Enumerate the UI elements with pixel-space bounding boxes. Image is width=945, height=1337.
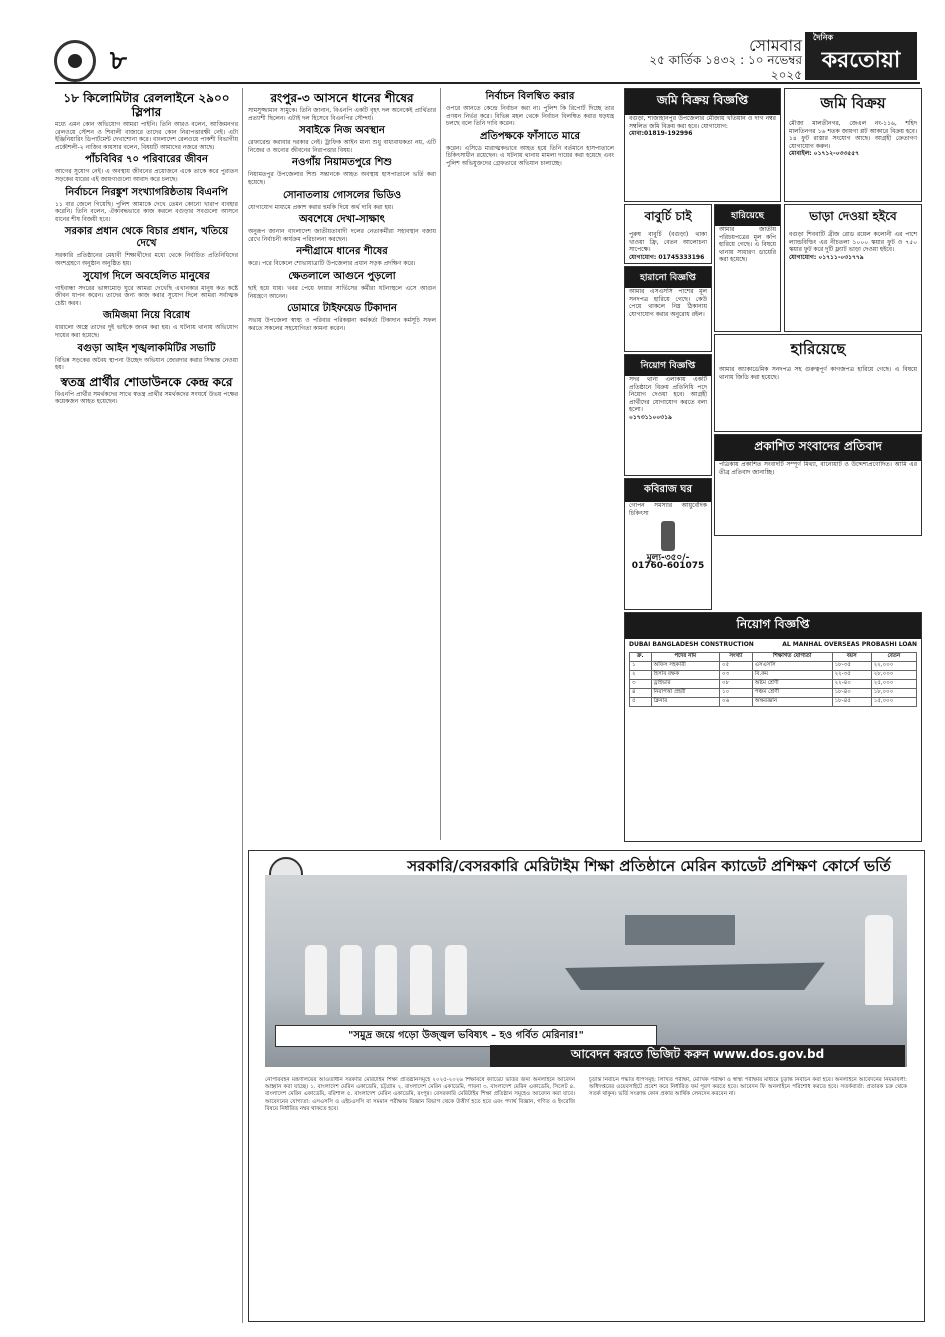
table-cell: ১৫,০০০ <box>871 698 916 707</box>
ad-body: পত্রিকায় প্রকাশিত সংবাদটি সম্পূর্ণ মিথ্যা, বানোয়াট ও উদ্দেশ্যপ্রণোদিত। আমি এর তীব্র প্রতিবাদ জানাচ্ছি। <box>719 461 917 476</box>
header-rule <box>55 82 920 84</box>
ad-phone: যোগাযোগ: ০১৭১১-০৩১৭৭৯ <box>789 253 864 261</box>
article-text: ছাই হয়ে যায়। খবর পেয়ে ফায়ার সার্ভিসের কর্মীরা ঘটনাস্থলে এসে আগুন নিয়ন্ত্রণে আনেন। <box>248 284 436 300</box>
headline: নির্বাচন বিলম্বিত করার <box>485 91 575 102</box>
ad-body: বগুড়া, শাজাহানপুর উপজেলার মৌজায় খতিয়ান ও দাগ নম্বর সম্বলিত জমি বিক্রয় করা হবে। যোগাযোগ: <box>629 115 776 130</box>
table-header: পদের নাম <box>651 653 720 662</box>
ship-icon <box>625 915 735 945</box>
table-cell: নিরাপত্তা প্রহরী <box>651 689 720 698</box>
headline: নির্বাচনে নিরঙ্কুশ সংখ্যাগরিষ্ঠতায় বিএনপি <box>65 186 228 198</box>
headline: সবাইকে নিজ অবস্থান <box>299 125 385 137</box>
headline: নওগাঁয় নিয়ামতপুরে শিশু <box>291 157 392 169</box>
lost-ad-2 <box>714 334 922 432</box>
day-label: সোমবার <box>749 36 802 55</box>
headline: পাঁচবিবির ৭০ পরিবারের জীবন <box>85 154 208 166</box>
ad-body: মৌজা মালতীনগর, জেএল নং-১১৬, শহিদ মালতিনগর ১৬ শতক জায়গা প্লট আকারে বিক্রয় হবে। ১৪ ফুট রাস্তার সংযোগ আছে। আগ্রহী ক্রেতাগণ যোগাযোগ করুন। <box>789 120 917 150</box>
cadet-figure <box>340 945 362 1015</box>
headline: ডোমারে টাইফয়েড টিকাদান <box>287 303 397 315</box>
cook-wanted-ad <box>624 204 712 264</box>
headline: নন্দীগ্রামে ধানের শীষের <box>296 246 388 258</box>
table-cell: ১ <box>630 662 652 671</box>
cadet-figure <box>865 915 893 1005</box>
article-text: সরকারি প্রতিষ্ঠানের মেধাবী শিক্ষার্থীদের মধ্যে থেকে নির্বাচিত প্রতিনিধিদের অংশগ্রহণে অনুষ্ঠান অনুষ্ঠিত হয়। <box>55 252 238 267</box>
ad-phone: 01760-601075 <box>631 560 705 571</box>
ad-title: নিয়োগ বিজ্ঞপ্তি <box>625 613 921 639</box>
headline: জমিজমা নিয়ে বিরোধ <box>103 310 190 322</box>
table-header: ক্র. <box>630 653 652 662</box>
job-ad-2 <box>624 612 922 842</box>
paper-logo <box>805 32 917 80</box>
apply-banner: আবেদন করতে ভিজিট করুন www.dos.gov.bd <box>490 1045 905 1067</box>
table-cell: ২৫,০০০ <box>871 680 916 689</box>
table-header: সংখ্যা <box>720 653 753 662</box>
table-cell: বি.কম <box>752 671 832 680</box>
ad-body: পুরুষ বাবুর্চি (বগুড়া) থাকা খাওয়া ফ্রি, বেতন আলোচনা সাপেক্ষে। <box>629 231 707 254</box>
ad-slogan: "সমুদ্র জয়ে গড়ো উজ্জ্বল ভবিষ্যৎ – হও গর্বিত মেরিনার!" <box>275 1025 657 1047</box>
ad-title: প্রকাশিত সংবাদের প্রতিবাদ <box>715 435 921 461</box>
table-row <box>630 671 917 680</box>
ad-title: বাবুর্চি চাই <box>644 209 692 223</box>
article-text: করে। পরে বিকেলে শোভাযাত্রাটি উপজেলার প্রধান সড়ক প্রদক্ষিণ করে। <box>248 260 416 268</box>
article-text: বিএনপি প্রার্থীর সমর্থকদের সাথে স্বতন্ত্র প্রার্থীর সমর্থকদের সংঘর্ষে উভয় পক্ষের কয়েকজন আহত হয়েছেন। <box>55 390 238 406</box>
ad-title: কবিরাজ ঘর <box>625 479 711 502</box>
admission-details-right: চূড়ান্ত নির্বাচন পদ্ধতি ধাপসমূহ: লিখিত পরীক্ষা, মৌখিক পরীক্ষা ও স্বাস্থ্য পরীক্ষার মাধ্যমে চূড়ান্ত নির্বাচন করা হবে। অনলাইনে আবেদনের নিয়মাবলী: অধিদপ্তরের ওয়েবসাইটে প্রবেশ করে নির্ধারিত ফর্ম পূরণ করতে হবে। আবেদন ফি অনলাইনে পরিশোধ করতে হবে। সতর্কবার্তা: প্রতারক চক্র থেকে সতর্ক থাকুন। ভর্তি সংক্রান্ত কোন প্রকার আর্থিক লেনদেন করবেন না। <box>589 1077 907 1098</box>
table-header: বয়স <box>832 653 871 662</box>
table-cell: ২২,০০০ <box>871 662 916 671</box>
ad-title: ভাড়া দেওয়া হইবে <box>809 209 897 223</box>
table-cell: ড্রাইভার <box>651 680 720 689</box>
ad-subtitle: গোপন সমস্যার আয়ুর্বেদিক চিকিৎসা <box>629 502 707 517</box>
table-cell: ১০ <box>720 689 753 698</box>
marine-admission-ad <box>248 850 925 1322</box>
headline: সুযোগ দিলে অবহেলিত মানুষের <box>83 270 210 282</box>
table-row <box>630 662 917 671</box>
article-text: ১১ বার জেলে গিয়েছি। পুলিশ আমাকে দেখে তেমন কোনো খারাপ ব্যবহার করেনি। তিনি বলেন, ঐক্যবদ্ধভাবে কাজ করলে বগুড়ার সবগুলো আসনে ধানের শীষ বিজয়ী হবে। <box>55 200 238 223</box>
table-cell: হিসাব রক্ষক <box>651 671 720 680</box>
ad-body: বগুড়া শিববাটি ব্রীজ রোড রয়েল কলোনী এর পাশে ল্যান্ডবিল্ডিং এর নীচতলা ১০০০ স্কয়ার ফুট ও ৭৫০ স্কয়ার ফুট করে দুটি ফ্ল্যাট ভাড়া দেওয়া হইবে। <box>789 231 917 254</box>
table-cell: ১৮-৪০ <box>832 689 871 698</box>
rent-ad <box>784 204 922 332</box>
headline: সরকার প্রধান থেকে বিচার প্রধান, খতিয়ে দেখে <box>64 226 229 250</box>
lost-notice-ad <box>624 266 712 352</box>
headline: প্রতিপক্ষকে ফাঁসাতে মারে <box>480 130 580 142</box>
table-header: বেতন <box>871 653 916 662</box>
headline: অবশেষে দেখা-সাক্ষাৎ <box>299 214 385 226</box>
headline: রংপুর-৩ আসনে ধানের শীষের <box>270 91 414 105</box>
ad-title: হারানো বিজ্ঞপ্তি <box>625 267 711 288</box>
table-row <box>630 689 917 698</box>
table-cell: ০৬ <box>720 698 753 707</box>
headline: ১৮ কিলোমিটার রেললাইনে ২৯০০ স্লিপার <box>63 91 230 119</box>
article-text: আগের সুযোগ নেই। এ অবস্থায় জীবনের প্রয়োজনে একে তাকে করে পুরাতন সড়কের ধারের এই জায়গাগুলো আবাদ করে চলছে। <box>55 168 238 183</box>
lost-ad-1 <box>714 204 781 332</box>
table-cell: এসএসসি <box>752 662 832 671</box>
page-number: ৮ <box>110 46 127 76</box>
ad-body: আমার এসএসসি পাশের মূল সনদপত্র হারিয়ে গেছে। কেউ পেয়ে থাকলে নিম্ন ঠিকানায় যোগাযোগ করার অনুরোধ রইল। <box>629 288 707 318</box>
company-names <box>625 639 921 650</box>
table-cell: অফিস সহকারী <box>651 662 720 671</box>
article-text: নিয়ামতপুর উপজেলার শিশু সন্তানকে আহত অবস্থায় হাসপাতালে ভর্তি করা হয়েছে। <box>248 171 436 186</box>
article-text: গাইবান্ধা সদরের ভাঙ্গামোড় ঘুরে আমরা দেখেছি এখানকার মানুষ কত কষ্টে জীবন যাপন করেন। তাদের জন্য কাজ করার সুযোগ দিলে আমরা সর্বাত্মক চেষ্টা করব। <box>55 284 238 307</box>
article-text: বিভিন্ন সড়কের অবৈধ স্থাপনা উচ্ছেদ অভিযান জোরদার করার সিদ্ধান্ত নেওয়া হয়। <box>55 356 238 372</box>
table-row <box>630 698 917 707</box>
cadets-ship-photo <box>265 875 907 1067</box>
ad-title: হারিয়েছে <box>790 340 846 358</box>
table-cell: ০৫ <box>720 662 753 671</box>
ad-body: সদর থানা এলাকায় একটি প্রতিষ্ঠানে বিক্রয় প্রতিনিধি পদে নিয়োগ দেওয়া হবে। আগ্রহী প্রার্থীদের যোগাযোগ করতে বলা হলো। <box>629 376 707 414</box>
table-cell: ২৮,০০০ <box>871 671 916 680</box>
ad-phone: মোবাইল: ০১৭১২-০৩৩৫৫৭ <box>789 150 860 158</box>
ad-title: নিয়োগ বিজ্ঞপ্তি <box>625 355 711 376</box>
news-column-2 <box>248 88 436 840</box>
ad-title: সরকারি/বেসরকারি মেরিটাইম শিক্ষা প্রতিষ্ঠানে মেরিন ক্যাডেট প্রশিক্ষণ কোর্সে ভর্তি <box>407 857 891 875</box>
paper-prefix: দৈনিক <box>813 33 834 42</box>
headline: বগুড়া আইন শৃঙ্খলাকমিটির সভাটি <box>77 342 216 354</box>
table-header: শিক্ষাগত যোগ্যতা <box>752 653 832 662</box>
news-column-1 <box>55 88 238 1323</box>
table-cell: অষ্টম শ্রেণী <box>752 680 832 689</box>
dateline <box>627 38 802 83</box>
article-text: অনুরূপ জানান বাংলাদেশ জাতীয়তাবাদী দলের নেতাকর্মীরা সহাবস্থান বজায় রেখে নির্বাচনী কার্যক্রম পরিচালনা করছেন। <box>248 228 436 243</box>
land-sale-ad-1 <box>624 88 781 202</box>
article-text: সভায় উপজেলা স্বাস্থ্য ও পরিবার পরিকল্পনা কর্মকর্তা টিকাদান কর্মসূচি সফল করতে সকলের সহযোগিতা কামনা করেন। <box>248 317 436 332</box>
table-cell: ০৮ <box>720 680 753 689</box>
article-text: সামসুজ্জামান সামুকে। তিনি জানান, বিএনপি একটি বৃহৎ দল অনেকেই প্রার্থিতার প্রত্যাশী ছিলেন। এটাই দল হিসেবে বিএনপির সৌন্দর্য। <box>248 107 436 122</box>
headline: সোনাতলায় গোসলের ভিডিও <box>282 189 402 201</box>
table-cell: ১৮-৪৫ <box>832 698 871 707</box>
column-divider <box>440 88 441 840</box>
cadet-figure <box>445 945 467 1015</box>
column-divider <box>242 88 243 1323</box>
table-cell: ০৩ <box>720 671 753 680</box>
kabiraj-ad <box>624 478 712 610</box>
company-left: DUBAI BANGLADESH CONSTRUCTION <box>629 641 754 648</box>
article-text: ধারালো অস্ত্রে তাদের দুই ভাইকে জখম করা হয়। এ ঘটনায় থানায় অভিযোগ দায়ের করা হয়েছে। <box>55 324 238 339</box>
table-cell: ২২-৪০ <box>832 680 871 689</box>
medicine-bottle-icon <box>661 521 675 551</box>
table-cell: পঞ্চম শ্রেণী <box>752 689 832 698</box>
table-cell: ক্লিনার <box>651 698 720 707</box>
ad-title: জমি বিক্রয় বিজ্ঞপ্তি <box>625 89 780 115</box>
cadet-figure <box>375 945 397 1015</box>
article-text: রেফারেন্ড করাবার দরকার নেই। ট্রাফিক আইন মানা শুধু বাধ্যবাধকতা নয়, এটি নিজের ও অন্যের জীবনের নিরাপত্তার বিষয়। <box>248 139 436 154</box>
headline: ক্ষেতলালে আগুনে পুড়লো <box>288 270 396 282</box>
ad-price: মূল্য-৩৫০/- <box>646 553 690 564</box>
date-label: ২৫ কার্তিক ১৪৩২ : ১০ নভেম্বর ২০২৫ <box>649 53 802 82</box>
table-row <box>630 680 917 689</box>
ad-title: হারিয়েছে <box>715 205 780 226</box>
article-text: মধ্যে এমন কোন অভিযোগ আমরা পাইনি। তিনি আরও বলেন, আজিমনগর রেলওয়ে স্টেশন ও শিবালী বাজারে তাদের কোন নিরাপত্তারক্ষী নেই। এটা ইঞ্জিনিয়ারিং ডিপার্টমেন্ট দেখাশোনা করে। বাংলাদেশ রেলওয়ে পাকশী বিভাগীয় প্রকৌশলী-২ নাজিব কায়সার বলেন, বিষয়টি আমাদের নজরে আছে। <box>55 121 238 151</box>
ad-phone: যোগাযোগ: 01745333196 <box>629 253 705 261</box>
table-cell: অক্ষরজ্ঞান <box>752 698 832 707</box>
cadet-figure <box>410 945 432 1015</box>
table-header-row <box>630 653 917 662</box>
land-sale-ad-2 <box>784 88 922 202</box>
headline: স্বতন্ত্র প্রার্থীর শোডাউনকে কেন্দ্র করে <box>60 374 233 389</box>
news-column-3 <box>446 88 614 840</box>
article-text: যোগাযোগ মাধ্যমে প্রকাশ করার হুমকি দিয়ে অর্থ দাবি করা হয়। <box>248 203 394 211</box>
table-cell: ১৮-৩৫ <box>832 662 871 671</box>
protest-notice <box>714 434 922 536</box>
table-cell: ১৮,০০০ <box>871 689 916 698</box>
article-text: করেন। এসিডে মারাত্মকভাবে আহত হয়ে তিনি বর্তমানে হাসপাতালে চিকিৎসাধীন রয়েছেন। এ ঘটনায় থানায় মামলা দায়ের করা হয়েছে এবং পুলিশ অভিযুক্তদের গ্রেফতারে অভিযান চালাচ্ছে। <box>446 144 614 167</box>
job-table <box>629 652 917 707</box>
ad-phone: ০১৭৩১১০০৩১৯ <box>629 413 672 421</box>
article-text: ওপরে আনতে কেন্দ্রে নির্বাচন করা না। পুলিশ কি রিপোর্ট দিচ্ছে তার প্রণয়ন নির্ভর করে। বিভিন্ন মহল থেকে নির্বাচন বিলম্বিত করার ষড়যন্ত্র চলছে বলে তিনি দাবি করেন। <box>446 105 614 128</box>
cadet-figure <box>305 945 327 1015</box>
table-cell: ৩ <box>630 680 652 689</box>
table-cell: ২ <box>630 671 652 680</box>
ad-title: জমি বিক্রয় <box>820 94 886 112</box>
company-right: AL MANHAL OVERSEAS PROBASHI LOAN <box>782 641 917 648</box>
table-cell: ৪ <box>630 689 652 698</box>
table-cell: ২২-৩৫ <box>832 671 871 680</box>
paper-name: করতোয়া <box>821 48 901 73</box>
job-ad-1 <box>624 354 712 476</box>
table-cell: ৫ <box>630 698 652 707</box>
paper-emblem-icon <box>54 40 96 82</box>
ad-body: আমার জাতীয় পরিচয়পত্রের মূল কপি হারিয়ে গেছে। এ বিষয়ে থানায় সাধারণ ডায়েরি করা হয়েছে। <box>719 226 776 264</box>
admission-details-left: নৌপরিবহন মন্ত্রণালয়ের আওতাধীন সরকারি মেরিটাইম শিক্ষা প্রতিষ্ঠানসমূহে ২০২৫-২০২৬ শিক্ষাবর্ষে ক্যাডেট ভর্তির জন্য অনলাইনে আবেদন আহ্বান করা যাচ্ছে। ১. বাংলাদেশ মেরিন একাডেমি, চট্টগ্রাম ২. বাংলাদেশ মেরিন একাডেমি, পাবনা ৩. বাংলাদেশ মেরিন একাডেমি, সিলেট ৪. বাংলাদেশ মেরিন একাডেমি, বরিশাল ৫. বাংলাদেশ মেরিন একাডেমি, রংপুর। বেসরকারি মেরিটাইম শিক্ষা প্রতিষ্ঠান সমূহেও আবেদন করা যাবে। আবেদনের যোগ্যতা: এসএসসি ও এইচএসসি বা সমমান পরীক্ষায় বিজ্ঞান বিভাগ থেকে উত্তীর্ণ হতে হবে এবং পদার্থ বিজ্ঞান, গণিত ও ইংরেজি বিষয়ে নির্ধারিত নম্বর থাকতে হবে। <box>265 1077 575 1112</box>
ad-phone: মোবা:01819-192996 <box>629 130 693 138</box>
ad-body: আমার অ্যাকাডেমিক সনদপত্র সহ গুরুত্বপূর্ণ কাগজপত্র হারিয়ে গেছে। এ বিষয়ে থানায় জিডি করা হয়েছে। <box>719 366 917 381</box>
